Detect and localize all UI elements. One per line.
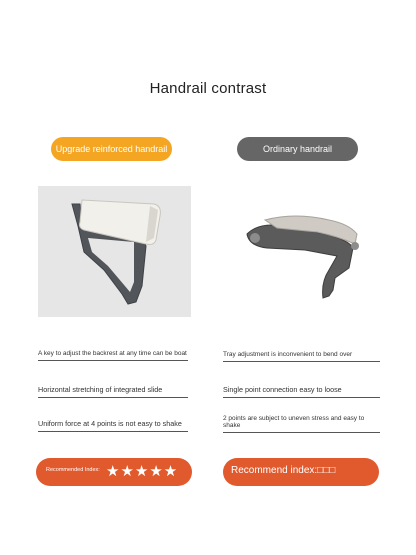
upgrade-handrail-illustration [38, 186, 191, 317]
page-title: Handrail contrast [149, 80, 267, 97]
upgrade-badge: Upgrade reinforced handrail [51, 137, 172, 161]
upgrade-feature-2: Horizontal stretching of integrated slide [38, 385, 188, 398]
upgrade-feature-3: Uniform force at 4 points is not easy to shake [38, 419, 188, 432]
upgrade-feature-1: A key to adjust the backrest at any time can be boat [38, 350, 188, 361]
ordinary-badge: Ordinary handrail [237, 137, 358, 161]
ordinary-feature-2: Single point connection easy to loose [223, 385, 380, 398]
ordinary-recommend-bar [223, 458, 379, 486]
upgrade-handrail-image [38, 186, 191, 317]
ordinary-feature-3: 2 points are subject to uneven stress and easy to shake [223, 415, 380, 433]
ordinary-handrail-illustration [225, 186, 378, 317]
ordinary-feature-1: Tray adjustment is inconvenient to bend over [223, 351, 380, 362]
upgrade-recommend-label: Recommended Index: [46, 467, 100, 473]
star-rating-icon: ★★★★★ [106, 463, 179, 480]
ordinary-handrail-image [225, 186, 378, 317]
ordinary-recommend-label: Recommend index:□□□ [231, 465, 336, 476]
upgrade-recommend-bar [36, 458, 192, 486]
